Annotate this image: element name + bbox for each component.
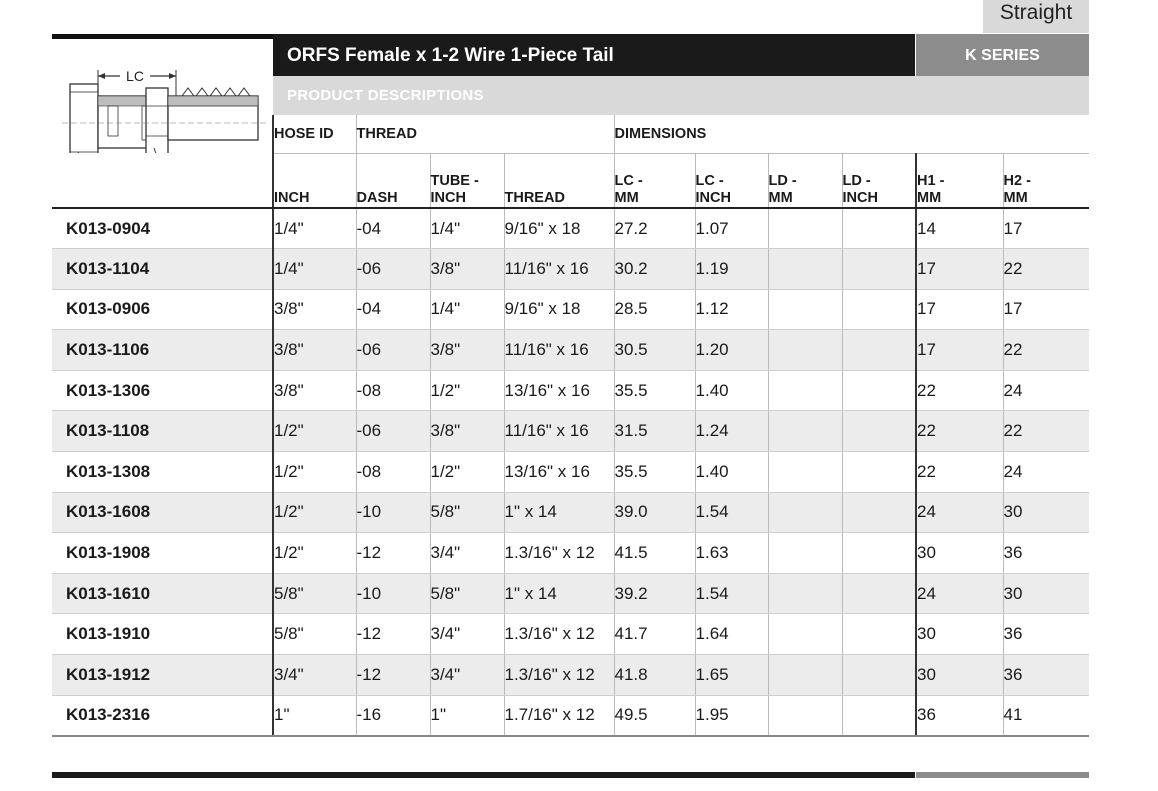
col-inch: INCH (273, 153, 356, 208)
cell-dash: -12 (356, 614, 430, 655)
cell-tube: 5/8" (430, 573, 504, 614)
table-row (52, 289, 1089, 330)
cell-tube: 3/4" (430, 614, 504, 655)
cell-ld-mm (768, 208, 842, 249)
cell-h1: 30 (916, 533, 1003, 574)
cell-ld-inch (842, 411, 916, 452)
col-dash: DASH (356, 153, 430, 208)
col-h2-mm: H2 - MM (1003, 153, 1089, 208)
cell-inch: 1/2" (273, 492, 356, 533)
cell-ld-mm (768, 695, 842, 736)
cell-lc-inch: 1.63 (695, 533, 768, 574)
cell-tube: 1/4" (430, 208, 504, 249)
cell-lc-inch: 1.40 (695, 452, 768, 493)
cell-tube: 3/8" (430, 411, 504, 452)
cell-lc-inch: 1.95 (695, 695, 768, 736)
footer-rule-gray (916, 772, 1089, 778)
cell-inch: 1/2" (273, 411, 356, 452)
cell-part: K013-1912 (52, 655, 273, 696)
cell-inch: 1/4" (273, 208, 356, 249)
cell-ld-mm (768, 492, 842, 533)
cell-lc-mm: 41.8 (614, 655, 695, 696)
cell-lc-mm: 41.5 (614, 533, 695, 574)
cell-ld-mm (768, 370, 842, 411)
cell-ld-mm (768, 533, 842, 574)
cell-thread: 1" x 14 (504, 492, 614, 533)
cell-inch: 3/8" (273, 370, 356, 411)
cell-thread: 11/16" x 16 (504, 330, 614, 371)
col-lc-inch: LC - INCH (695, 153, 768, 208)
table-row (52, 492, 1089, 533)
cell-h1: 36 (916, 695, 1003, 736)
cell-part: K013-0904 (52, 208, 273, 249)
group-thread: THREAD (356, 115, 614, 153)
cell-thread: 13/16" x 16 (504, 452, 614, 493)
group-hose-id: HOSE ID (273, 115, 356, 153)
cell-tube: 3/8" (430, 330, 504, 371)
cell-lc-mm: 49.5 (614, 695, 695, 736)
cell-ld-mm (768, 452, 842, 493)
cell-tube: 3/4" (430, 655, 504, 696)
cell-thread: 1.3/16" x 12 (504, 655, 614, 696)
cell-ld-inch (842, 370, 916, 411)
cell-lc-mm: 30.2 (614, 249, 695, 290)
cell-ld-inch (842, 492, 916, 533)
cell-thread: 9/16" x 18 (504, 289, 614, 330)
cell-dash: -06 (356, 249, 430, 290)
cell-lc-mm: 35.5 (614, 452, 695, 493)
cell-h2: 22 (1003, 330, 1089, 371)
cell-inch: 1" (273, 695, 356, 736)
cell-h1: 24 (916, 492, 1003, 533)
cell-ld-inch (842, 614, 916, 655)
cell-h2: 36 (1003, 533, 1089, 574)
cell-tube: 1/2" (430, 452, 504, 493)
table-row (52, 208, 1089, 249)
cell-part: K013-1608 (52, 492, 273, 533)
cell-thread: 1.3/16" x 12 (504, 533, 614, 574)
cell-ld-inch (842, 573, 916, 614)
table-row (52, 249, 1089, 290)
cell-h2: 22 (1003, 411, 1089, 452)
diagram-cell (52, 115, 273, 153)
table-row (52, 614, 1089, 655)
cell-tube: 1/2" (430, 370, 504, 411)
cell-ld-inch (842, 330, 916, 371)
cell-ld-inch (842, 289, 916, 330)
cell-ld-inch (842, 695, 916, 736)
cell-ld-inch (842, 452, 916, 493)
cell-thread: 9/16" x 18 (504, 208, 614, 249)
cell-thread: 1.3/16" x 12 (504, 614, 614, 655)
cell-h1: 22 (916, 370, 1003, 411)
table-row (52, 533, 1089, 574)
table-row (52, 411, 1089, 452)
cell-ld-mm (768, 573, 842, 614)
cell-inch: 1/2" (273, 452, 356, 493)
cell-inch: 3/8" (273, 289, 356, 330)
cell-inch: 5/8" (273, 573, 356, 614)
header-rule (52, 34, 273, 39)
table-row (52, 452, 1089, 493)
cell-part: K013-1910 (52, 614, 273, 655)
cell-dash: -04 (356, 289, 430, 330)
col-ld-mm: LD - MM (768, 153, 842, 208)
cell-lc-mm: 30.5 (614, 330, 695, 371)
cell-lc-inch: 1.65 (695, 655, 768, 696)
series-badge: K SERIES (916, 34, 1089, 76)
cell-h1: 17 (916, 289, 1003, 330)
cell-lc-inch: 1.24 (695, 411, 768, 452)
cell-lc-mm: 35.5 (614, 370, 695, 411)
cell-ld-inch (842, 249, 916, 290)
cell-dash: -04 (356, 208, 430, 249)
cell-dash: -16 (356, 695, 430, 736)
table-row (52, 370, 1089, 411)
cell-thread: 1" x 14 (504, 573, 614, 614)
table-row (52, 695, 1089, 736)
cell-part: K013-1308 (52, 452, 273, 493)
cell-tube: 5/8" (430, 492, 504, 533)
cell-dash: -06 (356, 330, 430, 371)
cell-lc-mm: 28.5 (614, 289, 695, 330)
col-tube-inch: TUBE - INCH (430, 153, 504, 208)
cell-lc-mm: 39.2 (614, 573, 695, 614)
cell-h1: 30 (916, 614, 1003, 655)
lc-label: LC (126, 68, 144, 84)
cell-h2: 41 (1003, 695, 1089, 736)
cell-inch: 5/8" (273, 614, 356, 655)
cell-lc-mm: 27.2 (614, 208, 695, 249)
cell-tube: 1" (430, 695, 504, 736)
cell-tube: 3/4" (430, 533, 504, 574)
product-title: ORFS Female x 1-2 Wire 1-Piece Tail (273, 34, 915, 76)
cell-lc-inch: 1.20 (695, 330, 768, 371)
cell-part: K013-1306 (52, 370, 273, 411)
footer-rule (52, 772, 915, 778)
cell-h1: 30 (916, 655, 1003, 696)
cell-ld-mm (768, 289, 842, 330)
cell-inch: 1/2" (273, 533, 356, 574)
cell-lc-inch: 1.64 (695, 614, 768, 655)
cell-tube: 1/4" (430, 289, 504, 330)
cell-part: K013-1610 (52, 573, 273, 614)
cell-h1: 17 (916, 330, 1003, 371)
cell-lc-mm: 31.5 (614, 411, 695, 452)
col-thread: THREAD (504, 153, 614, 208)
col-lc-mm: LC - MM (614, 153, 695, 208)
cell-dash: -10 (356, 492, 430, 533)
cell-h1: 22 (916, 452, 1003, 493)
cell-part: K013-1108 (52, 411, 273, 452)
cell-lc-inch: 1.54 (695, 492, 768, 533)
section-heading: PRODUCT DESCRIPTIONS (273, 76, 1089, 115)
group-dimensions: DIMENSIONS (614, 115, 1089, 153)
cell-ld-mm (768, 411, 842, 452)
cell-h2: 30 (1003, 492, 1089, 533)
cell-inch: 3/8" (273, 330, 356, 371)
cell-part: K013-0906 (52, 289, 273, 330)
cell-h1: 17 (916, 249, 1003, 290)
cell-inch: 1/4" (273, 249, 356, 290)
table-row (52, 573, 1089, 614)
cell-h1: 22 (916, 411, 1003, 452)
cell-dash: -12 (356, 655, 430, 696)
cell-lc-inch: 1.54 (695, 573, 768, 614)
cell-lc-inch: 1.19 (695, 249, 768, 290)
cell-h2: 30 (1003, 573, 1089, 614)
cell-thread: 11/16" x 16 (504, 411, 614, 452)
cell-h2: 17 (1003, 208, 1089, 249)
cell-ld-mm (768, 614, 842, 655)
cell-tube: 3/8" (430, 249, 504, 290)
cell-ld-mm (768, 655, 842, 696)
diagram-cell-bottom (52, 153, 273, 208)
cell-thread: 1.7/16" x 12 (504, 695, 614, 736)
cell-ld-inch (842, 533, 916, 574)
specification-table (52, 115, 1089, 737)
cell-part: K013-1908 (52, 533, 273, 574)
cell-h2: 22 (1003, 249, 1089, 290)
cell-dash: -12 (356, 533, 430, 574)
table-row (52, 655, 1089, 696)
cell-h2: 17 (1003, 289, 1089, 330)
table-row (52, 330, 1089, 371)
cell-lc-inch: 1.07 (695, 208, 768, 249)
col-ld-inch: LD - INCH (842, 153, 916, 208)
cell-dash: -08 (356, 370, 430, 411)
cell-h2: 24 (1003, 452, 1089, 493)
top-tab-label: Straight (983, 0, 1089, 33)
cell-h2: 24 (1003, 370, 1089, 411)
cell-dash: -08 (356, 452, 430, 493)
cell-h1: 24 (916, 573, 1003, 614)
cell-lc-inch: 1.40 (695, 370, 768, 411)
cell-h2: 36 (1003, 614, 1089, 655)
cell-lc-mm: 39.0 (614, 492, 695, 533)
cell-part: K013-2316 (52, 695, 273, 736)
cell-lc-mm: 41.7 (614, 614, 695, 655)
cell-dash: -06 (356, 411, 430, 452)
cell-ld-inch (842, 655, 916, 696)
cell-h2: 36 (1003, 655, 1089, 696)
cell-ld-mm (768, 330, 842, 371)
cell-thread: 13/16" x 16 (504, 370, 614, 411)
cell-part: K013-1104 (52, 249, 273, 290)
cell-inch: 3/4" (273, 655, 356, 696)
cell-h1: 14 (916, 208, 1003, 249)
col-h1-mm: H1 - MM (916, 153, 1003, 208)
cell-thread: 11/16" x 16 (504, 249, 614, 290)
cell-ld-inch (842, 208, 916, 249)
cell-dash: -10 (356, 573, 430, 614)
cell-lc-inch: 1.12 (695, 289, 768, 330)
cell-ld-mm (768, 249, 842, 290)
cell-part: K013-1106 (52, 330, 273, 371)
